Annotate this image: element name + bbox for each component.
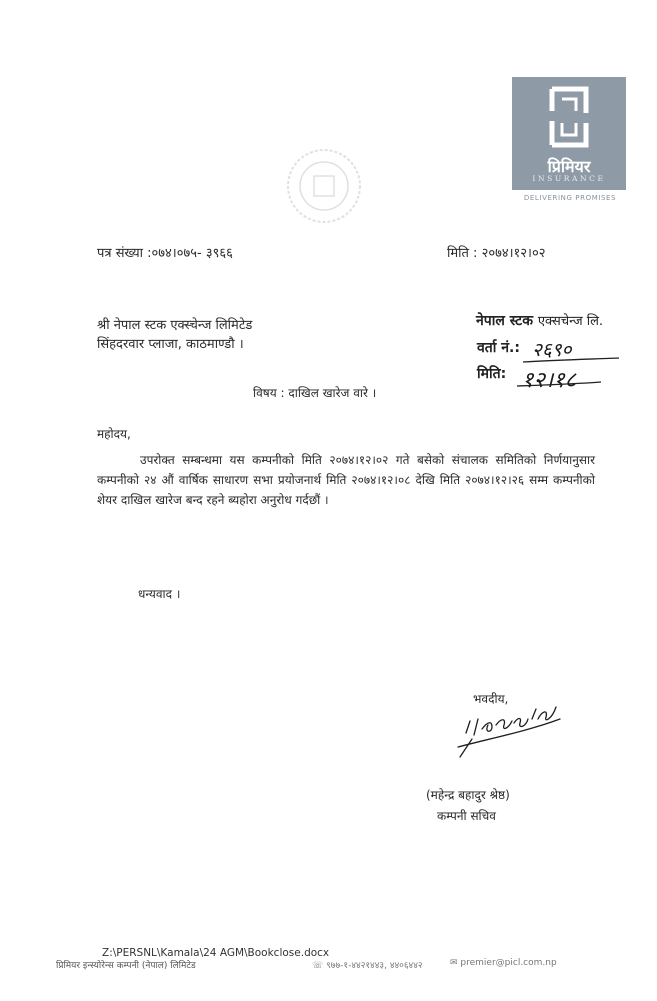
addressee-block: [97, 316, 252, 354]
addressee-address: सिंहदरवार प्लाजा, काठमाण्डौ ।: [97, 337, 244, 352]
receipt-stamp-org: [476, 311, 603, 330]
stamp-date-label: मिति:: [477, 366, 507, 382]
letter-body: [97, 450, 595, 510]
company-logo: [512, 77, 626, 190]
signature-icon: [448, 695, 566, 775]
salutation: महोदय,: [97, 427, 131, 441]
footer-phone: [312, 958, 423, 971]
reference-number: पत्र संख्या :०७४।०७५- ३९६६: [97, 246, 233, 261]
footer-phone-text: ९७७-१-४४२१४४३, ४४०६४४२: [326, 961, 423, 971]
stamp-reg-value: २६९०: [532, 339, 572, 361]
stamp-org-cursive: एक्सचेन्ज लि.: [537, 314, 604, 329]
stamp-reg-label: वर्ता नं.:: [477, 340, 520, 356]
stamp-org-name: नेपाल स्टक: [476, 313, 533, 329]
subject-line: विषय : दाखिल खारेज वारे ।: [253, 386, 377, 400]
footer-email: [450, 958, 557, 968]
thanks-line: धन्यवाद ।: [138, 587, 181, 601]
logo-subtitle: INSURANCE: [532, 174, 606, 183]
addressee-name: श्री नेपाल स्टक एक्स्चेन्ज लिमिटेड: [97, 318, 253, 333]
closing-line: भवदीय,: [473, 692, 509, 706]
body-text: उपरोक्त सम्बन्धमा यस कम्पनीको मिति २०७४।१२।०२ गते बसेको संचालक समितिको निर्णयानुसार कम्पनीको २४ औं वार्षिक साधारण सभा प्रयोजनार्थ मिति २०७४।१२।०८ देखि मिति २०७४।१२।२६ सम्म कम्पनीको शेयर दाखिल खारेज बन्द रहने ब्यहोरा अनुरोध गर्दछौं ।: [97, 453, 595, 507]
seal-watermark-icon: [284, 146, 364, 226]
letter-date: मिति : २०७४।१२।०२: [447, 246, 546, 261]
footer-email-text: premier@picl.com.np: [460, 958, 557, 968]
signatory-designation: कम्पनी सचिव: [437, 809, 496, 823]
stamp-underline-icon: [515, 350, 625, 390]
signatory-name: (महेन्द्र बहादुर श्रेष्ठ): [426, 788, 510, 802]
logo-tagline: DELIVERING PROMISES: [523, 194, 617, 202]
email-icon: ✉: [450, 958, 461, 968]
footer-company: प्रिमियर इन्स्योरेन्स कम्पनी (नेपाल) लिमिटेड: [56, 961, 196, 971]
phone-icon: ☏: [312, 961, 327, 971]
logo-name: प्रिमियर: [547, 157, 591, 176]
stamp-date-value: १२।१८: [522, 368, 577, 393]
logo-mark-icon: [512, 77, 626, 155]
footer-file-path: Z:\PERSNL\Kamala\24 AGM\Bookclose.docx: [102, 947, 330, 959]
